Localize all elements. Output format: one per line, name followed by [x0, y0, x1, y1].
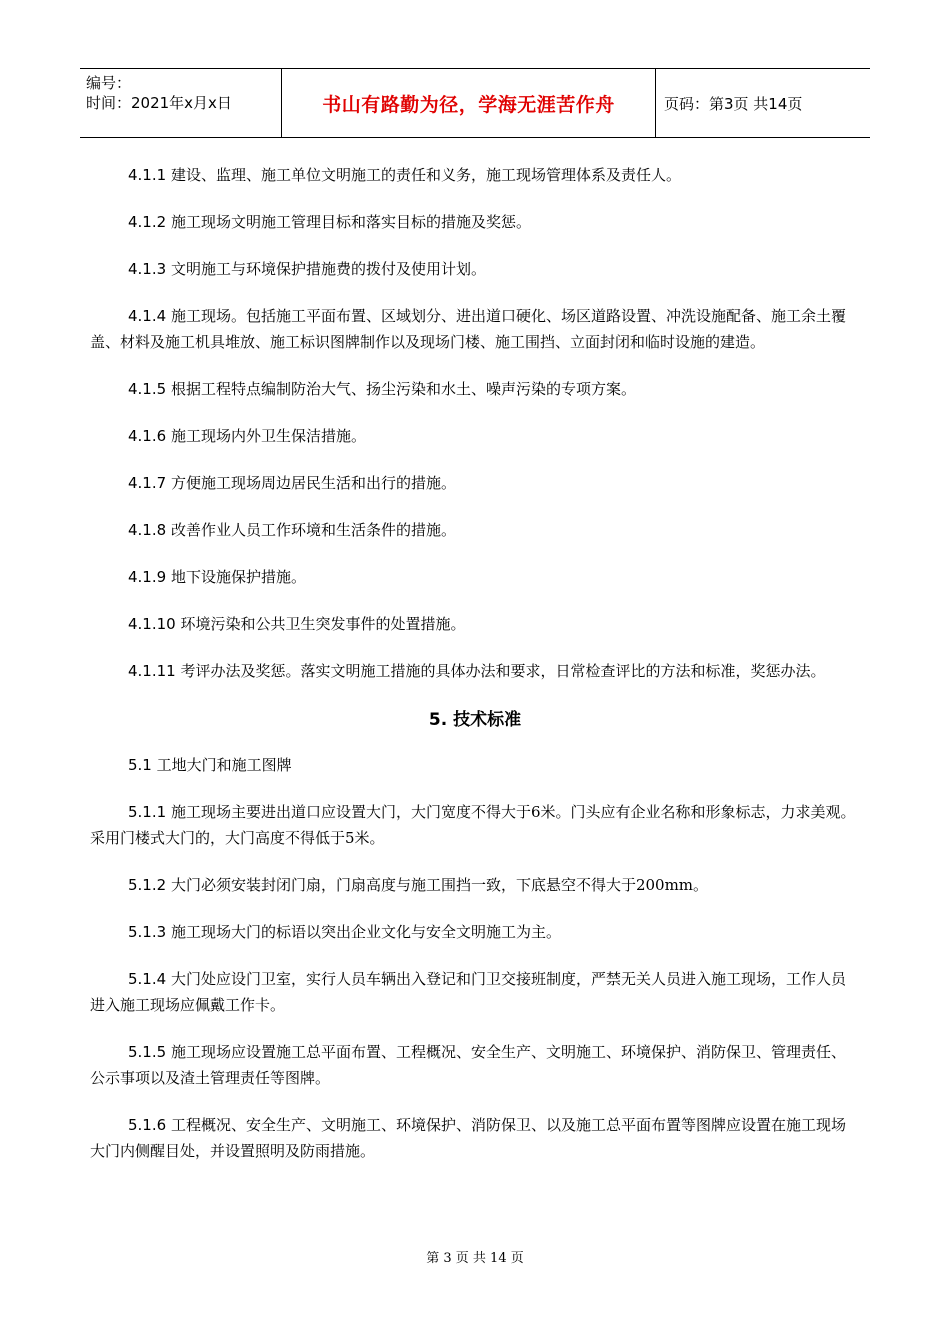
clause-number: 4.1.7 — [128, 474, 167, 492]
clause-number: 4.1.3 — [128, 260, 167, 278]
clause-number: 4.1.5 — [128, 380, 167, 398]
clause-text: 施工现场大门的标语以突出企业文化与安全文明施工为主。 — [166, 923, 561, 941]
clause-number: 4.1.4 — [128, 307, 167, 325]
clause-text: 工程概况、安全生产、文明施工、环境保护、消防保卫、以及施工总平面布置等图牌应设置在施工现场大门内侧醒目处，并设置照明及防雨措施。 — [90, 1116, 846, 1160]
paragraph-5-1-3 — [90, 919, 860, 945]
paragraph-4-1-5 — [90, 376, 860, 402]
clause-number: 5.1 — [128, 756, 152, 774]
clause-number: 5.1.5 — [128, 1043, 167, 1061]
paragraph-5-1-1 — [90, 799, 860, 851]
clause-number: 5.1.3 — [128, 923, 167, 941]
code-label: 编号： — [86, 74, 132, 92]
clause-text: 施工现场文明施工管理目标和落实目标的措施及奖惩。 — [166, 213, 531, 231]
clause-text: 工地大门和施工图牌 — [151, 756, 292, 774]
paragraph-5-1 — [90, 752, 860, 778]
paragraph-5-1-6 — [90, 1112, 860, 1164]
clause-number: 4.1.11 — [128, 662, 176, 680]
header-page-info: 页码：第3页 共14页 — [664, 94, 803, 113]
page-footer: 第 3 页 共 14 页 — [426, 1251, 524, 1266]
clause-text: 大门处应设门卫室，实行人员车辆出入登记和门卫交接班制度，严禁无关人员进入施工现场，工作人员进入施工现场应佩戴工作卡。 — [90, 970, 846, 1014]
clause-text: 施工现场内外卫生保洁措施。 — [166, 427, 366, 445]
header-meta — [80, 69, 282, 137]
clause-number: 5.1.6 — [128, 1116, 167, 1134]
clause-number: 4.1.2 — [128, 213, 167, 231]
paragraph-4-1-2 — [90, 209, 860, 235]
clause-number: 4.1.1 — [128, 166, 167, 184]
time-label: 时间：2021年x月x日 — [86, 94, 232, 112]
clause-number: 5.1.2 — [128, 876, 167, 894]
paragraph-5-1-5 — [90, 1039, 860, 1091]
header-motto: 书山有路勤为径，学海无涯苦作舟 — [282, 69, 656, 137]
clause-text: 建设、监理、施工单位文明施工的责任和义务，施工现场管理体系及责任人。 — [166, 166, 681, 184]
clause-number: 4.1.8 — [128, 521, 167, 539]
paragraph-4-1-3 — [90, 256, 860, 282]
paragraph-4-1-11 — [90, 658, 860, 684]
paragraph-4-1-8 — [90, 517, 860, 543]
paragraph-5-1-2 — [90, 872, 860, 898]
paragraph-4-1-9 — [90, 564, 860, 590]
paragraph-5-1-4 — [90, 966, 860, 1018]
document-body — [90, 162, 860, 1185]
clause-text: 考评办法及奖惩。落实文明施工措施的具体办法和要求，日常检查评比的方法和标准，奖惩办法。 — [175, 662, 826, 680]
clause-text: 改善作业人员工作环境和生活条件的措施。 — [166, 521, 456, 539]
document-header — [80, 68, 870, 138]
paragraph-4-1-10 — [90, 611, 860, 637]
clause-number: 4.1.9 — [128, 568, 167, 586]
clause-text: 地下设施保护措施。 — [166, 568, 306, 586]
clause-text: 文明施工与环境保护措施费的拨付及使用计划。 — [166, 260, 486, 278]
clause-text: 大门必须安装封闭门扇，门扇高度与施工围挡一致，下底悬空不得大于200mm。 — [166, 876, 709, 894]
paragraph-4-1-4 — [90, 303, 860, 355]
clause-text: 环境污染和公共卫生突发事件的处置措施。 — [175, 615, 466, 633]
clause-text: 施工现场应设置施工总平面布置、工程概况、安全生产、文明施工、环境保护、消防保卫、管理责任、公示事项以及渣土管理责任等图牌。 — [90, 1043, 846, 1087]
clause-number: 4.1.10 — [128, 615, 176, 633]
clause-number: 4.1.6 — [128, 427, 167, 445]
paragraph-4-1-6 — [90, 423, 860, 449]
paragraph-4-1-7 — [90, 470, 860, 496]
section-heading: 5. 技术标准 — [428, 710, 522, 730]
clause-number: 5.1.1 — [128, 803, 167, 821]
paragraph-4-1-1 — [90, 162, 860, 188]
clause-number: 5.1.4 — [128, 970, 167, 988]
clause-text: 施工现场。包括施工平面布置、区域划分、进出道口硬化、场区道路设置、冲洗设施配备、施工余土覆盖、材料及施工机具堆放、施工标识图牌制作以及现场门楼、施工围挡、立面封闭和临时设施的建造。 — [90, 307, 846, 351]
clause-text: 方便施工现场周边居民生活和出行的措施。 — [166, 474, 456, 492]
clause-text: 根据工程特点编制防治大气、扬尘污染和水土、噪声污染的专项方案。 — [166, 380, 636, 398]
clause-text: 施工现场主要进出道口应设置大门，大门宽度不得大于6米。门头应有企业名称和形象标志，力求美观。采用门楼式大门的，大门高度不得低于5米。 — [90, 803, 856, 847]
